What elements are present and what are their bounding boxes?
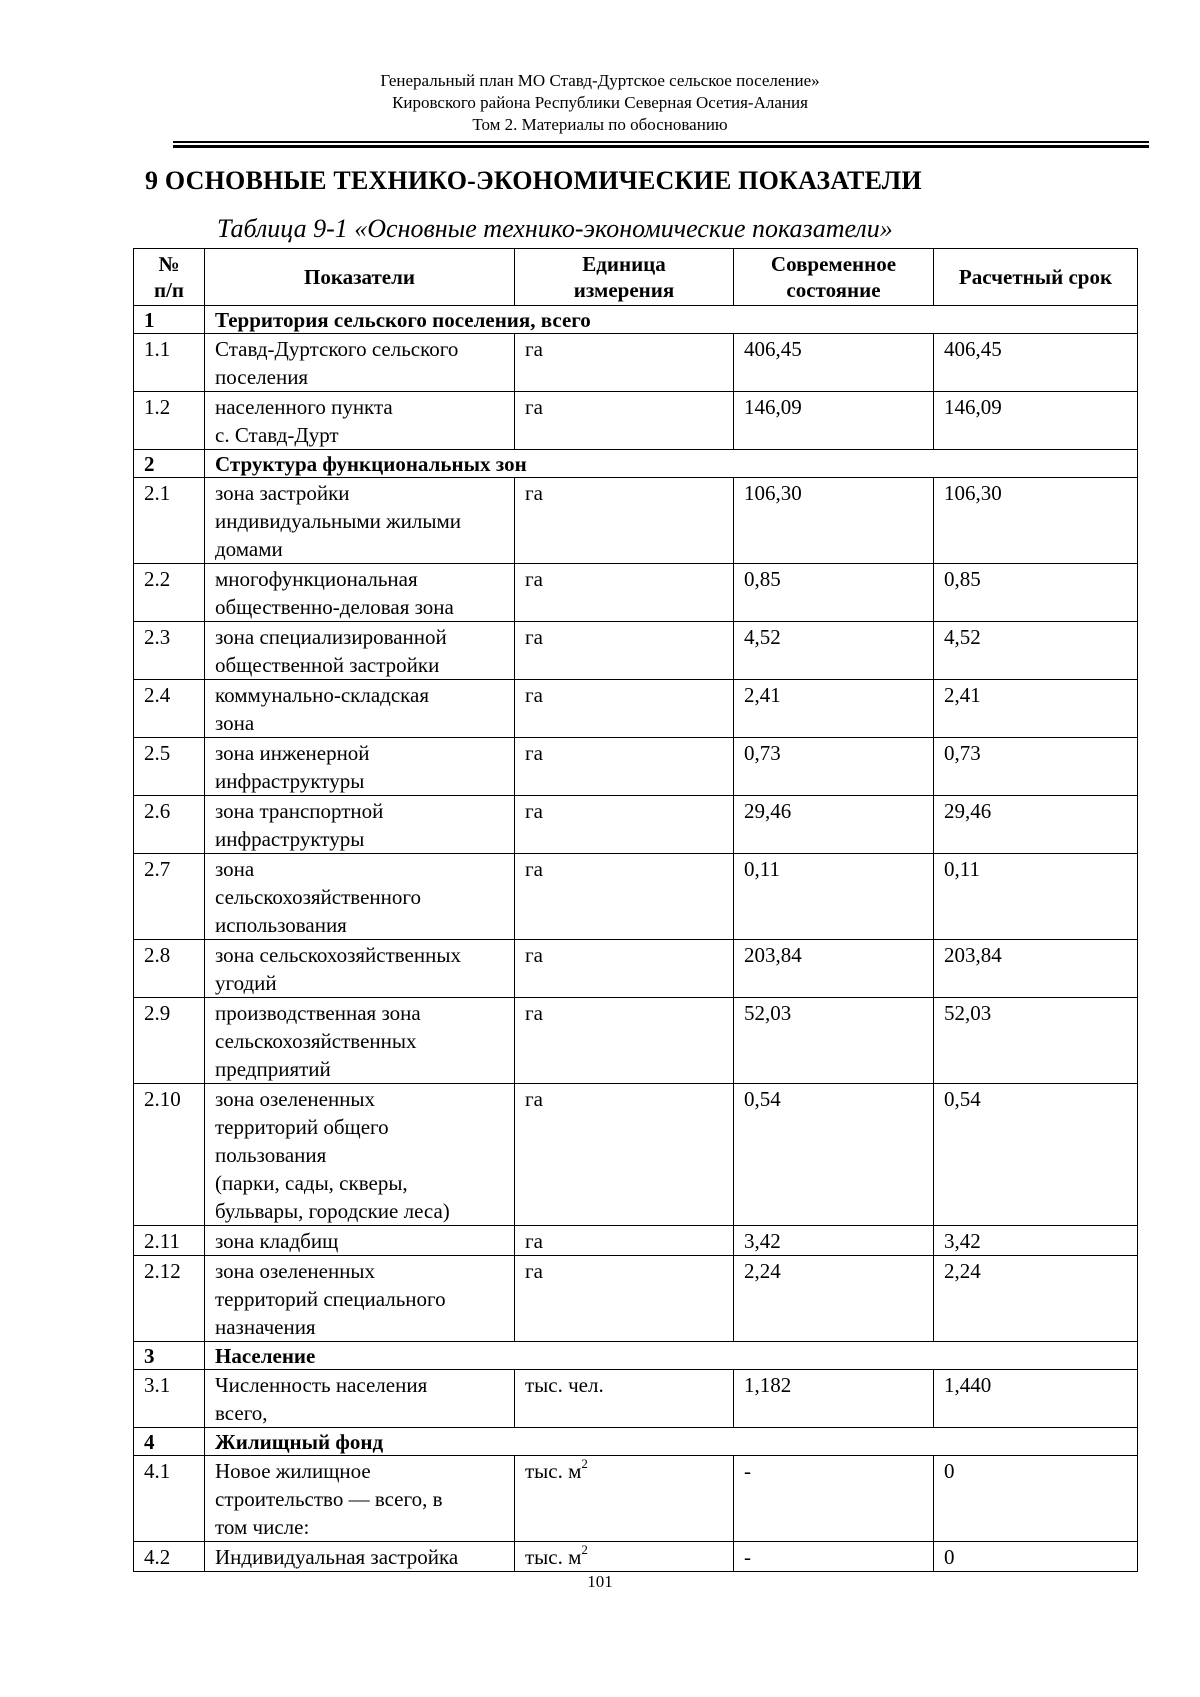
indicator-cell <box>205 738 515 796</box>
indicator-line: общественно-деловая зона <box>215 595 454 619</box>
row-number: 4.2 <box>134 1542 205 1572</box>
indicator-line: коммунально-складская <box>215 683 430 707</box>
table-body <box>134 306 1138 1572</box>
table-row <box>134 1456 1138 1542</box>
page-header <box>0 70 1200 136</box>
indicator-line: поселения <box>215 365 309 389</box>
indicator-line: индивидуальными жилыми <box>215 509 462 533</box>
target-value: 52,03 <box>934 998 1138 1084</box>
table-caption: Таблица 9-1 «Основные технико-экономические показатели» <box>217 214 893 243</box>
target-value: 0 <box>934 1456 1138 1542</box>
row-number: 2.6 <box>134 796 205 854</box>
row-number: 2.10 <box>134 1084 205 1226</box>
unit-cell <box>515 1542 734 1572</box>
indicator-line: том числе: <box>215 1515 310 1539</box>
target-value: 203,84 <box>934 940 1138 998</box>
table-row <box>134 1084 1138 1226</box>
table-row <box>134 940 1138 998</box>
indicator-line: зона сельскохозяйственных <box>215 943 461 967</box>
unit-superscript: 2 <box>581 1456 588 1471</box>
indicator-cell <box>205 1226 515 1256</box>
indicator-line: общественной застройки <box>215 653 440 677</box>
target-value: 0,85 <box>934 564 1138 622</box>
unit-text: тыс. м <box>525 1545 582 1569</box>
indicator-line: Ставд-Дуртского сельского <box>215 337 459 361</box>
current-value: 29,46 <box>734 796 934 854</box>
target-value: 1,440 <box>934 1370 1138 1428</box>
unit-cell <box>515 1226 734 1256</box>
indicator-line: назначения <box>215 1315 316 1339</box>
unit-cell <box>515 478 734 564</box>
header-number-line2: п/п <box>153 278 185 302</box>
current-value: 0,11 <box>734 854 934 940</box>
unit-cell <box>515 564 734 622</box>
target-value: 2,24 <box>934 1256 1138 1342</box>
unit-text: га <box>525 567 543 591</box>
indicator-cell <box>205 680 515 738</box>
header-line-2: Кировского района Республики Северная Осетия-Алания <box>392 93 808 112</box>
table-row <box>134 1256 1138 1342</box>
indicator-cell <box>205 1084 515 1226</box>
header-target: Расчетный срок <box>934 249 1138 306</box>
unit-text: га <box>525 1087 543 1111</box>
group-number: 3 <box>134 1342 205 1370</box>
indicator-line: зона застройки <box>215 481 350 505</box>
current-value: 4,52 <box>734 622 934 680</box>
indicator-line: зона кладбищ <box>215 1229 339 1253</box>
target-value: 0,73 <box>934 738 1138 796</box>
indicator-cell <box>205 1370 515 1428</box>
indicator-cell <box>205 940 515 998</box>
section-title: 9 ОСНОВНЫЕ ТЕХНИКО-ЭКОНОМИЧЕСКИЕ ПОКАЗАТЕЛИ <box>145 166 922 195</box>
table-header-row <box>134 249 1138 306</box>
unit-text: га <box>525 1001 543 1025</box>
indicator-line: Численность населения <box>215 1373 428 1397</box>
unit-text: га <box>525 683 543 707</box>
target-value: 0,11 <box>934 854 1138 940</box>
table-row <box>134 738 1138 796</box>
target-value: 0 <box>934 1542 1138 1572</box>
current-value: 52,03 <box>734 998 934 1084</box>
table-row <box>134 478 1138 564</box>
table-row <box>134 622 1138 680</box>
header-indicator: Показатели <box>205 249 515 306</box>
current-value: 203,84 <box>734 940 934 998</box>
unit-cell <box>515 1370 734 1428</box>
current-value: 0,73 <box>734 738 934 796</box>
header-number-line1: № <box>158 252 180 276</box>
unit-text: га <box>525 1259 543 1283</box>
unit-cell <box>515 1256 734 1342</box>
row-number: 2.5 <box>134 738 205 796</box>
indicator-cell <box>205 622 515 680</box>
indicator-line: угодий <box>215 971 277 995</box>
unit-text: тыс. чел. <box>525 1373 604 1397</box>
indicator-cell <box>205 1256 515 1342</box>
indicator-cell <box>205 854 515 940</box>
row-number: 1.1 <box>134 334 205 392</box>
row-number: 2.8 <box>134 940 205 998</box>
indicator-line: (парки, сады, скверы, <box>215 1171 408 1195</box>
target-value: 0,54 <box>934 1084 1138 1226</box>
indicator-line: населенного пункта <box>215 395 393 419</box>
indicator-line: территорий общего <box>215 1115 389 1139</box>
row-number: 2.2 <box>134 564 205 622</box>
indicator-line: строительство — всего, в <box>215 1487 443 1511</box>
target-value: 29,46 <box>934 796 1138 854</box>
group-title: Территория сельского поселения, всего <box>205 306 1138 334</box>
current-value: 0,54 <box>734 1084 934 1226</box>
target-value: 406,45 <box>934 334 1138 392</box>
unit-text: га <box>525 395 543 419</box>
unit-text: га <box>525 943 543 967</box>
target-value: 4,52 <box>934 622 1138 680</box>
group-row <box>134 306 1138 334</box>
current-value: 1,182 <box>734 1370 934 1428</box>
current-value: 3,42 <box>734 1226 934 1256</box>
unit-cell <box>515 1084 734 1226</box>
table-row <box>134 680 1138 738</box>
unit-cell <box>515 940 734 998</box>
indicator-cell <box>205 1456 515 1542</box>
indicator-line: зона озелененных <box>215 1259 376 1283</box>
table-row <box>134 796 1138 854</box>
row-number: 2.4 <box>134 680 205 738</box>
indicator-cell <box>205 392 515 450</box>
row-number: 2.9 <box>134 998 205 1084</box>
header-line-3: Том 2. Материалы по обоснованию <box>472 115 728 134</box>
header-divider-thick <box>173 145 1149 148</box>
header-unit <box>515 249 734 306</box>
indicator-line: производственная зона <box>215 1001 421 1025</box>
page-number: 101 <box>587 1572 613 1591</box>
row-number: 2.12 <box>134 1256 205 1342</box>
row-number: 2.1 <box>134 478 205 564</box>
group-title: Население <box>205 1342 1138 1370</box>
indicator-line: сельскохозяйственных <box>215 1029 417 1053</box>
unit-text: га <box>525 741 543 765</box>
table-row <box>134 1226 1138 1256</box>
indicator-line: зона озелененных <box>215 1087 376 1111</box>
header-current-line1: Современное <box>770 252 897 276</box>
unit-cell <box>515 796 734 854</box>
row-number: 1.2 <box>134 392 205 450</box>
unit-cell <box>515 998 734 1084</box>
indicator-cell <box>205 1542 515 1572</box>
unit-text: га <box>525 625 543 649</box>
indicator-line: зона <box>215 857 255 881</box>
group-number: 2 <box>134 450 205 478</box>
row-number: 3.1 <box>134 1370 205 1428</box>
table-row <box>134 1370 1138 1428</box>
table-row <box>134 1542 1138 1572</box>
current-value: 146,09 <box>734 392 934 450</box>
indicator-line: зона <box>215 711 255 735</box>
unit-text: тыс. м <box>525 1459 582 1483</box>
table-row <box>134 392 1138 450</box>
target-value: 106,30 <box>934 478 1138 564</box>
unit-cell <box>515 854 734 940</box>
row-number: 4.1 <box>134 1456 205 1542</box>
table-row <box>134 334 1138 392</box>
header-number <box>134 249 205 306</box>
indicator-cell <box>205 998 515 1084</box>
current-value: 2,24 <box>734 1256 934 1342</box>
unit-cell <box>515 334 734 392</box>
target-value: 2,41 <box>934 680 1138 738</box>
header-line-1: Генеральный план МО Ставд-Дуртское сельское поселение» <box>380 71 820 90</box>
unit-text: га <box>525 1229 543 1253</box>
header-unit-line2: измерения <box>573 278 675 302</box>
unit-cell <box>515 680 734 738</box>
indicator-line: территорий специального <box>215 1287 446 1311</box>
unit-text: га <box>525 337 543 361</box>
unit-text: га <box>525 799 543 823</box>
group-row <box>134 450 1138 478</box>
indicator-line: зона транспортной <box>215 799 384 823</box>
header-current-line2: состояние <box>786 278 881 302</box>
indicator-line: бульвары, городские леса) <box>215 1199 450 1223</box>
indicators-table <box>133 248 1138 1572</box>
row-number: 2.11 <box>134 1226 205 1256</box>
indicator-line: Новое жилищное <box>215 1459 371 1483</box>
unit-cell <box>515 622 734 680</box>
row-number: 2.3 <box>134 622 205 680</box>
indicator-line: многофункциональная <box>215 567 418 591</box>
indicator-line: зона специализированной <box>215 625 447 649</box>
current-value: - <box>734 1456 934 1542</box>
table-row <box>134 854 1138 940</box>
indicator-cell <box>205 564 515 622</box>
current-value: 0,85 <box>734 564 934 622</box>
indicator-line: предприятий <box>215 1057 331 1081</box>
indicator-line: с. Ставд-Дурт <box>215 423 339 447</box>
unit-superscript: 2 <box>581 1542 588 1557</box>
unit-cell <box>515 1456 734 1542</box>
unit-text: га <box>525 481 543 505</box>
indicator-cell <box>205 796 515 854</box>
group-row <box>134 1342 1138 1370</box>
unit-cell <box>515 392 734 450</box>
table-row <box>134 998 1138 1084</box>
header-divider <box>173 141 1149 143</box>
header-current <box>734 249 934 306</box>
indicator-line: всего, <box>215 1401 268 1425</box>
group-title: Жилищный фонд <box>205 1428 1138 1456</box>
indicator-line: домами <box>215 537 283 561</box>
group-row <box>134 1428 1138 1456</box>
indicator-line: использования <box>215 913 347 937</box>
indicator-line: зона инженерной <box>215 741 370 765</box>
current-value: 2,41 <box>734 680 934 738</box>
group-number: 4 <box>134 1428 205 1456</box>
target-value: 146,09 <box>934 392 1138 450</box>
current-value: 106,30 <box>734 478 934 564</box>
indicator-line: сельскохозяйственного <box>215 885 421 909</box>
indicator-line: инфраструктуры <box>215 769 365 793</box>
current-value: - <box>734 1542 934 1572</box>
table-row <box>134 564 1138 622</box>
group-number: 1 <box>134 306 205 334</box>
indicator-line: пользования <box>215 1143 327 1167</box>
group-title: Структура функциональных зон <box>205 450 1138 478</box>
indicator-line: Индивидуальная застройка <box>215 1545 459 1569</box>
header-unit-line1: Единица <box>582 252 666 276</box>
target-value: 3,42 <box>934 1226 1138 1256</box>
indicator-line: инфраструктуры <box>215 827 365 851</box>
unit-text: га <box>525 857 543 881</box>
indicator-cell <box>205 334 515 392</box>
row-number: 2.7 <box>134 854 205 940</box>
unit-cell <box>515 738 734 796</box>
current-value: 406,45 <box>734 334 934 392</box>
indicator-cell <box>205 478 515 564</box>
